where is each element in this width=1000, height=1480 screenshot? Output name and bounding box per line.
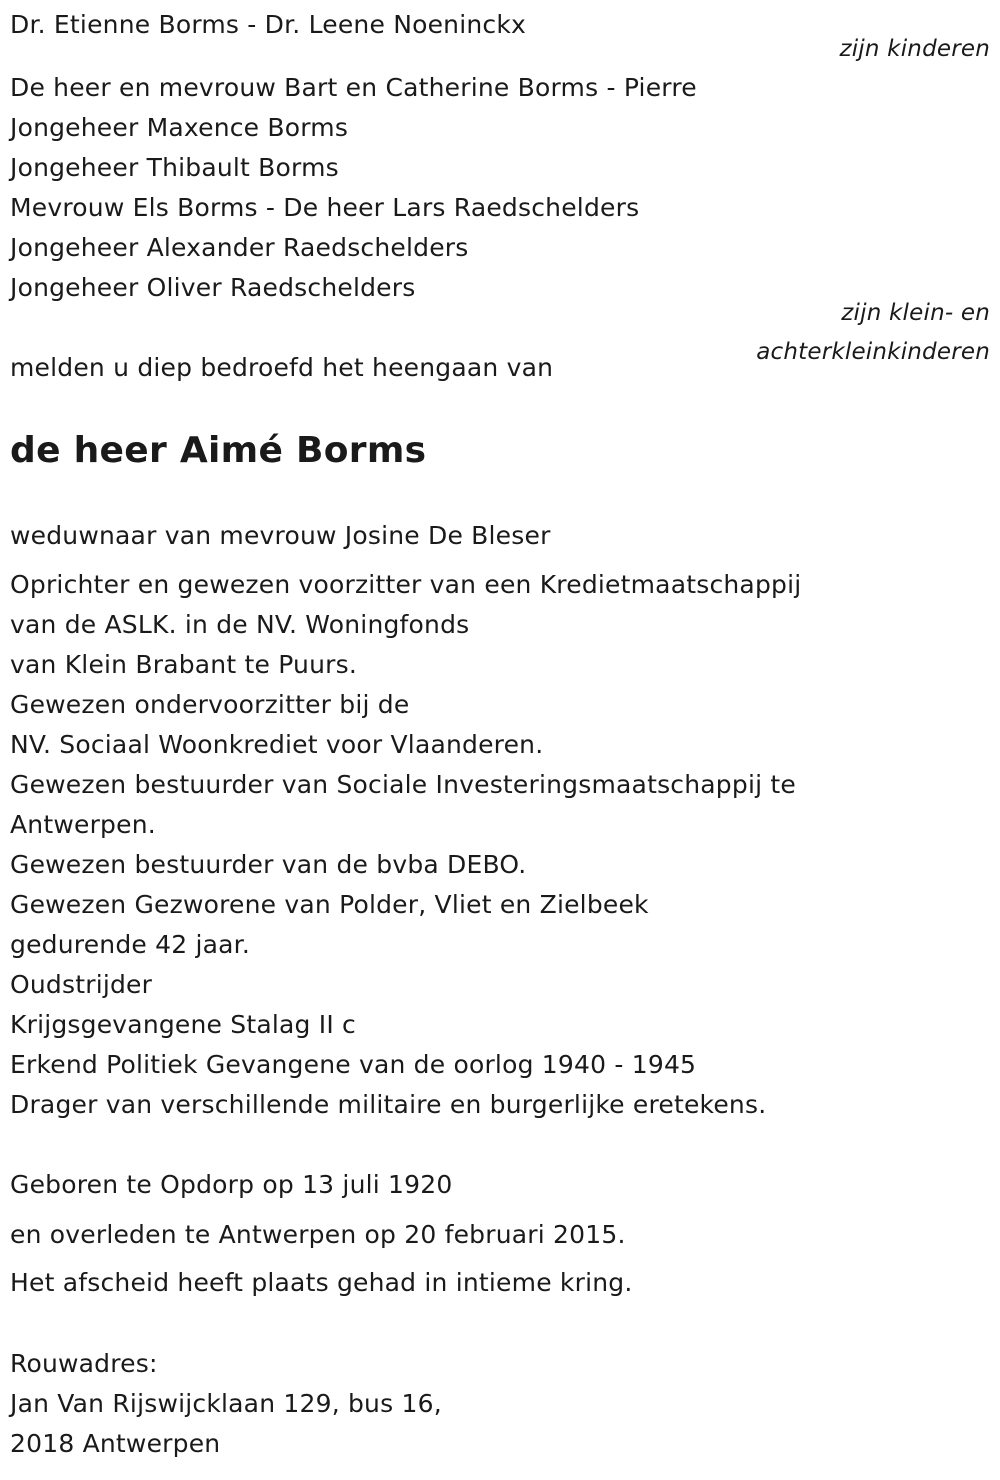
grandchild-line: De heer en mevrouw Bart en Catherine Borms - Pierre <box>10 73 697 102</box>
career-line: Krijgsgevangene Stalag II c <box>10 1010 357 1039</box>
grandchild-line: Jongeheer Maxence Borms <box>10 113 349 142</box>
grandchildren-label-line1: zijn klein- en <box>841 300 990 326</box>
career-line: Gewezen ondervoorzitter bij de <box>10 690 410 719</box>
career-line: Gewezen bestuurder van de bvba DEBO. <box>10 850 527 879</box>
farewell-line: Het afscheid heeft plaats gehad in intieme kring. <box>10 1268 633 1297</box>
career-line: Erkend Politiek Gevangene van de oorlog 1940 - 1945 <box>10 1050 697 1079</box>
career-line: van de ASLK. in de NV. Woningfonds <box>10 610 470 639</box>
grandchild-line: Jongeheer Alexander Raedschelders <box>10 233 469 262</box>
grandchild-line: Mevrouw Els Borms - De heer Lars Raedschelders <box>10 193 640 222</box>
grandchild-line: Jongeheer Thibault Borms <box>10 153 339 182</box>
widower-line: weduwnaar van mevrouw Josine De Bleser <box>10 521 551 550</box>
deceased-name: de heer Aimé Borms <box>10 430 427 471</box>
announcement-text: melden u diep bedroefd het heengaan van <box>10 353 554 382</box>
death-line: en overleden te Antwerpen op 20 februari 2015. <box>10 1220 626 1249</box>
grandchildren-label-line2: achterkleinkinderen <box>756 339 990 365</box>
career-line: gedurende 42 jaar. <box>10 930 250 959</box>
career-line: Antwerpen. <box>10 810 156 839</box>
career-line: Drager van verschillende militaire en burgerlijke eretekens. <box>10 1090 767 1119</box>
address-street: Jan Van Rijswijcklaan 129, bus 16, <box>10 1389 442 1418</box>
children-label: zijn kinderen <box>839 36 990 62</box>
address-city: 2018 Antwerpen <box>10 1429 221 1458</box>
grandchild-line: Jongeheer Oliver Raedschelders <box>10 273 416 302</box>
career-line: Oprichter en gewezen voorzitter van een Kredietmaatschappij <box>10 570 802 599</box>
address-label: Rouwadres: <box>10 1349 158 1378</box>
career-line: Gewezen bestuurder van Sociale Investeringsmaatschappij te <box>10 770 796 799</box>
career-line: Oudstrijder <box>10 970 153 999</box>
career-line: Gewezen Gezworene van Polder, Vliet en Zielbeek <box>10 890 649 919</box>
career-line: van Klein Brabant te Puurs. <box>10 650 358 679</box>
birth-line: Geboren te Opdorp op 13 juli 1920 <box>10 1170 453 1199</box>
career-line: NV. Sociaal Woonkrediet voor Vlaanderen. <box>10 730 544 759</box>
children-names: Dr. Etienne Borms - Dr. Leene Noeninckx <box>10 10 527 39</box>
